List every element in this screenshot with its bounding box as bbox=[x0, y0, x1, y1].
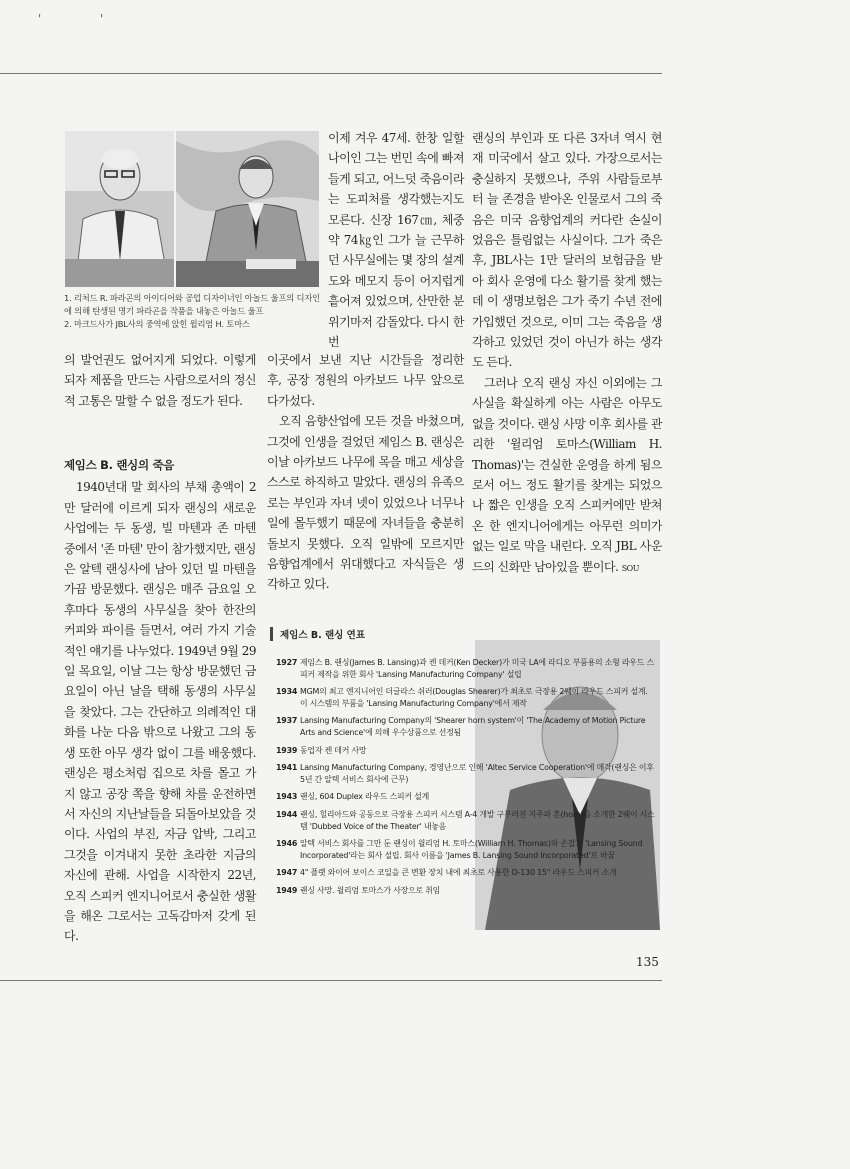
column-2-top bbox=[328, 128, 464, 352]
top-rule bbox=[0, 73, 662, 74]
timeline-text: Lansing Manufacturing Company, 경영난으로 인해 'Altec Service Cooperation'에 매각(랜싱은 이후 5년 간 알텍 서비스 회사에 근무) bbox=[300, 763, 654, 784]
timeline-year: 1941 bbox=[276, 763, 298, 773]
col2-paragraph-1: 이곳에서 보낸 지난 시간들을 정리한 후, 공장 정원의 아카보드 나무 앞으로 다가섰다. bbox=[267, 353, 464, 408]
caption-line-3: 2. 마크드사가 JBL사의 중역에 앉힌 윌리엄 H. 토마스 bbox=[64, 319, 250, 329]
timeline-year: 1947 bbox=[276, 868, 298, 878]
timeline-year: 1949 bbox=[276, 885, 298, 895]
caption-line-1: 1. 리처드 R. 파라곤의 아이디어와 공업 디자이너인 아놀드 울프의 디자인 bbox=[64, 293, 320, 303]
col3-paragraph-2-text: 그러나 오직 랜싱 자신 이외에는 그 사실을 확실하게 아는 사람은 아무도 없을 것이다. 랜싱 사망 이후 회사를 관리한 '윌리엄 토마스(William H. Thomas)'는 견실한 운영을 하게 됨으로서 어느 정도 활기를 찾게는 되었으나 짧은 인생을 오직 스피커에만 받쳐온 한 엔지니어에게는 아무런 의미가 없는 일로 막을 내린다. 오직 JBL 사운드의 신화만 남아있을 뿐이다. bbox=[472, 375, 662, 574]
timeline-item bbox=[276, 745, 660, 757]
col2-paragraph-2: 오직 음향산업에 모든 것을 바쳤으며, 그것에 인생을 걸었던 제임스 B. 랜싱은 이날 아카보드 나무에 목을 매고 세상을 스스로 하직하고 말았다. 랜싱의 유족으로는 부인과 자녀 넷이 있었으나 너무나 일에 몰두했기 때문에 자녀들을 충분히 돌보지 못했다. 오직 일밖에 모르지만 음향업계에서 위대했다고 자식들은 생각하고 있다. bbox=[267, 414, 464, 592]
timeline-text: Lansing Manufacturing Company의 'Shearer horn system'이 'The Academy of Motion Picture Arts and Science'에 의해 우수상품으로 선정됨 bbox=[300, 716, 646, 737]
col2-top-paragraph: 이제 겨우 47세. 한창 일할 나이인 그는 번민 속에 빠져들게 되고, 어느덧 죽음이라는 도피처를 생각했는지도 모른다. 신장 167㎝, 체중 약 74㎏인 그가 늘 근무하던 사무실에는 몇 장의 설계도와 메모지 등이 어지럽게 흩어져 있었으며, 산만한 분위기마저 감돌았다. 다시 한번 bbox=[328, 131, 464, 350]
timeline-year: 1944 bbox=[276, 809, 298, 819]
col1-top-paragraph: 의 발언권도 없어지게 되었다. 이렇게되자 제품을 만드는 사람으로서의 정신적 고통은 말할 수 없을 정도가 된다. bbox=[64, 353, 256, 408]
caption-line-2: 에 의해 탄생된 명기 파라곤을 작품을 내놓은 아놀드 울프 bbox=[64, 306, 264, 316]
end-mark: SOU bbox=[621, 563, 639, 573]
timeline-list bbox=[276, 657, 660, 903]
col1-body-paragraph: 1940년대 말 회사의 부채 총액이 2만 달러에 이르게 되자 랜싱의 새로운 사업에는 두 동생, 빌 마텐과 존 마텐 중에서 '존 마텐' 만이 참가했지만, 랜싱은 알텍 랜싱사에 남아 있던 빌 마텐을 가끔 방문했다. 랜싱은 매주 금요일 오후마다 동생의 사무실을 찾아 한잔의 커피와 파이를 들면서, 여러 가지 기술적인 얘기를 나누었다. 1949년 9월 29일 목요일, 이날 그는 항상 방문했던 금요일이 아닌 날을 택해 동생의 사무실을 찾았다. 그는 간단하고 의례적인 대화를 나눈 다음 밖으로 나왔고 그의 동생 또한 아무 생각 없이 그를 배웅했다. 랜싱은 평소처럼 집으로 차를 몰고 가지 않고 공장 쪽을 향해 차를 운전하면서 자신의 지난날들을 되돌아보았을 것이다. 사업의 부진, 자금 압박, 그리고 그것을 이겨내지 못한 초라한 지금의 자신에 관해. 사업을 시작한지 22년, 오직 스피커 엔지니어로서 충실한 생활을 해온 그로서는 고독감마저 갖게 된다. bbox=[64, 480, 256, 944]
timeline-text: 알텍 서비스 회사를 그만 둔 랜싱이 윌리엄 H. 토마스(William H. Thomas)와 손잡고 'Lansing Sound Incorporated'라는 회사 설립. 회사 이름을 'James B. Lansing Sound Incorporated'로 바꿈 bbox=[300, 839, 643, 860]
section-heading: 제임스 B. 랜싱의 죽음 bbox=[64, 458, 175, 472]
col3-paragraph-1: 랜싱의 부인과 또 다른 3자녀 역시 현재 미국에서 살고 있다. 가장으로서는 충실하지 못했으나, 주위 사람들로부터 늘 존경을 받아온 인물로서 그의 죽음은 미국 음향업계의 커다란 손실이었음은 틀림없는 사실이다. 그가 죽은 후, JBL사는 1만 달러의 보험금을 받아 회사 운영에 다소 활기를 찾게 했는데 이 생명보험은 그가 죽기 수년 전에 가입했던 것으로, 이미 그는 죽음을 생각하고 있었던 것이 아닌가 하는 생각도 든다. bbox=[472, 131, 662, 370]
timeline-year: 1946 bbox=[276, 839, 298, 849]
timeline-text: 랜싱, 힐리아드와 공동으로 극장용 스피커 시스템 A-4 개발 구부러진 지주파 혼(horn)을 소개한 2웨이 시스템 'Dubbed Voice of the Theater' 내놓음 bbox=[300, 809, 655, 831]
timeline-text: 제임스 B. 랜싱(James B. Lansing)과 켄 데커(Ken Decker)가 미국 LA에 라디오 부품용의 소형 라우드 스피커 제작을 위한 회사 'Lansing Manufacturing Company' 설립 bbox=[300, 658, 654, 679]
timeline-item bbox=[276, 762, 660, 785]
timeline-text: 랜싱, 604 Duplex 라우드 스피커 설계 bbox=[300, 792, 429, 802]
column-1-body bbox=[64, 455, 256, 947]
timeline-item bbox=[276, 838, 660, 861]
page-number: 135 bbox=[636, 955, 659, 969]
col3-paragraph-2 bbox=[472, 373, 662, 579]
timeline-year: 1939 bbox=[276, 745, 298, 755]
column-2-body bbox=[267, 350, 464, 595]
timeline-text: 랜싱 사망. 윌리엄 토마스가 사장으로 취임 bbox=[300, 885, 441, 895]
bottom-rule bbox=[0, 980, 662, 981]
photo-william-thomas bbox=[176, 131, 319, 287]
photo-caption bbox=[64, 292, 324, 331]
column-1-top bbox=[64, 350, 256, 411]
timeline-text: 동업자 켄 데커 사망 bbox=[300, 745, 367, 755]
timeline-year: 1937 bbox=[276, 716, 298, 726]
timeline-item bbox=[276, 791, 660, 803]
photo-richard-ranger bbox=[65, 131, 174, 287]
timeline-title-bar bbox=[270, 627, 273, 641]
column-3 bbox=[472, 128, 662, 579]
timeline-item bbox=[276, 715, 660, 738]
timeline-text: 4" 플랫 와이어 보이스 코일을 큰 변환 장치 내에 최초로 사용한 D-130 15" 라우드 스피커 소개 bbox=[300, 868, 617, 878]
timeline-item bbox=[276, 686, 660, 709]
corner-mark-right: ' bbox=[100, 12, 104, 26]
timeline-year: 1934 bbox=[276, 687, 298, 697]
timeline-text: MGM의 최고 엔지니어인 더글라스 쉬러(Douglas Shearer)가 최초로 극장용 2웨이 라우드 스피커 설계. 이 시스템의 부품을 'Lansing Manufacturing Company'에서 제작 bbox=[300, 687, 648, 708]
timeline-item bbox=[276, 885, 660, 897]
timeline-year: 1927 bbox=[276, 658, 298, 667]
corner-mark-left: ' bbox=[38, 12, 42, 26]
timeline-title: 제임스 B. 랜싱 연표 bbox=[280, 630, 366, 641]
timeline-item bbox=[276, 657, 660, 680]
timeline-item bbox=[276, 809, 660, 832]
timeline-year: 1943 bbox=[276, 792, 298, 802]
timeline-item bbox=[276, 867, 660, 879]
